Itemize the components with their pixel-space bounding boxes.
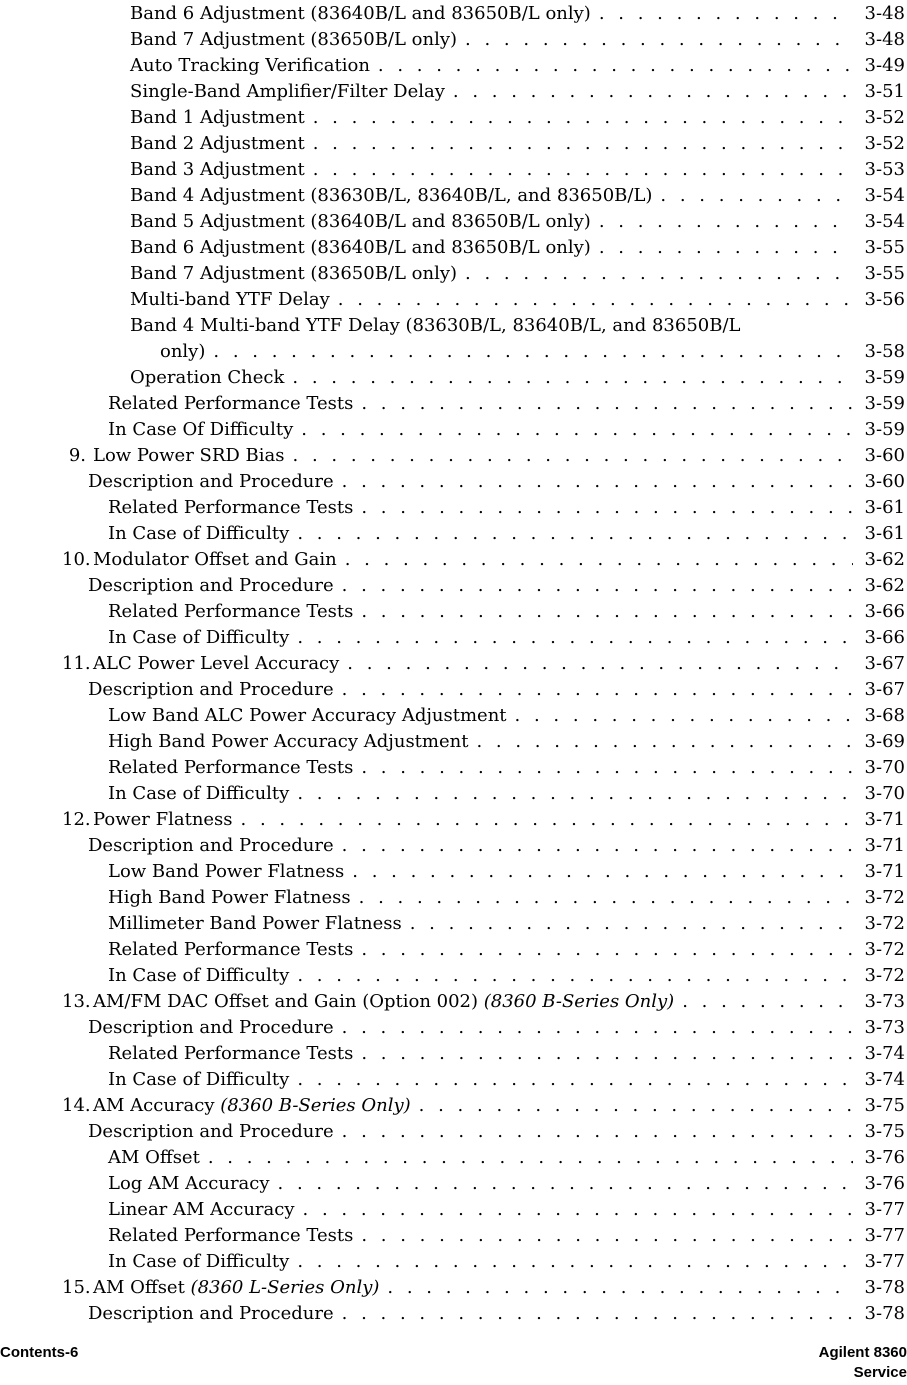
- toc-entry: [62, 781, 905, 807]
- dot-leader: [292, 365, 852, 391]
- toc-entry-page: 3-48: [864, 29, 905, 50]
- toc-entry-page: 3-71: [864, 835, 905, 856]
- toc-entry-page: 3-71: [864, 809, 905, 830]
- toc-entry-page: 3-61: [864, 523, 905, 544]
- dot-leader: [359, 885, 853, 911]
- toc-entry-title: Power Flatness: [93, 809, 233, 830]
- toc-entry-page: 3-76: [864, 1173, 905, 1194]
- toc-entry-title: In Case of Difficulty: [108, 627, 290, 648]
- toc-entry-page: 3-72: [864, 939, 905, 960]
- dot-leader: [419, 1093, 853, 1119]
- toc-entry: [62, 443, 905, 469]
- toc-entry: [62, 27, 905, 53]
- toc-entry-title: Band 1 Adjustment: [130, 107, 305, 128]
- toc-entry-title: Related Performance Tests: [108, 939, 354, 960]
- toc-entry: [62, 963, 905, 989]
- toc-entry-title: Band 6 Adjustment (83640B/L and 83650B/L only): [130, 237, 591, 258]
- toc-entry: [62, 1015, 905, 1041]
- toc-entry-page: 3-66: [864, 627, 905, 648]
- dot-leader: [313, 105, 853, 131]
- dot-leader: [342, 833, 853, 859]
- toc-entry: [62, 1041, 905, 1067]
- dot-leader: [347, 651, 852, 677]
- toc-entry: [62, 599, 905, 625]
- toc-entry-title: Description and Procedure: [88, 1017, 334, 1038]
- toc-entry-page: 3-77: [864, 1199, 905, 1220]
- dot-leader: [342, 1301, 853, 1327]
- toc-entry-page: 3-52: [864, 133, 905, 154]
- dot-leader: [361, 1041, 852, 1067]
- toc-entry-page: 3-70: [864, 757, 905, 778]
- toc-entry: [62, 235, 905, 261]
- toc-entry-title: In Case of Difficulty: [108, 523, 290, 544]
- toc-entry-page: 3-74: [864, 1043, 905, 1064]
- toc-entry-title: Band 6 Adjustment (83640B/L and 83650B/L only): [130, 3, 591, 24]
- dot-leader: [338, 287, 853, 313]
- toc-entry: [62, 261, 905, 287]
- dot-leader: [599, 209, 853, 235]
- toc-entry: [62, 911, 905, 937]
- toc-entry-title: Description and Procedure: [88, 471, 334, 492]
- toc-entry: [62, 729, 905, 755]
- toc-entry: [62, 339, 905, 365]
- toc-entry-page: 3-72: [864, 965, 905, 986]
- toc-entry: [62, 859, 905, 885]
- toc-entry: [62, 131, 905, 157]
- toc-entry: [62, 1171, 905, 1197]
- toc-entry-page: 3-68: [864, 705, 905, 726]
- toc-entry-title: ALC Power Level Accuracy: [93, 653, 340, 674]
- dot-leader: [301, 417, 852, 443]
- toc-entry-number: 12.: [62, 809, 91, 830]
- toc-entry-page: 3-54: [864, 185, 905, 206]
- dot-leader: [297, 625, 852, 651]
- toc-entry: [62, 1223, 905, 1249]
- toc-entry-page: 3-67: [864, 653, 905, 674]
- toc-entry: [62, 703, 905, 729]
- toc-entry-title: Band 7 Adjustment (83650B/L only): [130, 29, 458, 50]
- dot-leader: [378, 53, 853, 79]
- toc-entry-title: Description and Procedure: [88, 835, 334, 856]
- toc-entry-title: Linear AM Accuracy: [108, 1199, 295, 1220]
- dot-leader: [361, 495, 852, 521]
- toc-entry-page: 3-52: [864, 107, 905, 128]
- dot-leader: [660, 183, 852, 209]
- toc-entry-title: Auto Tracking Verification: [130, 55, 370, 76]
- toc-entry-page: 3-73: [864, 1017, 905, 1038]
- toc-entry-title: only): [160, 341, 206, 362]
- toc-entry-page: 3-70: [864, 783, 905, 804]
- toc-entry: [62, 469, 905, 495]
- toc-entry: [62, 105, 905, 131]
- dot-leader: [297, 1249, 852, 1275]
- toc-entry-page: 3-72: [864, 887, 905, 908]
- toc-entry-title: In Case of Difficulty: [108, 1069, 290, 1090]
- dot-leader: [293, 443, 853, 469]
- toc-entry: [62, 1067, 905, 1093]
- toc-entry: [62, 989, 905, 1015]
- toc-entry-title: Log AM Accuracy: [108, 1173, 270, 1194]
- toc-entry-title: Modulator Offset and Gain: [93, 549, 337, 570]
- toc-entry: [62, 1145, 905, 1171]
- dot-leader: [515, 703, 853, 729]
- toc-entry-page: 3-78: [864, 1277, 905, 1298]
- toc-entry: [62, 1197, 905, 1223]
- toc-entry-title: In Case of Difficulty: [108, 783, 290, 804]
- toc-entry-page: 3-51: [864, 81, 905, 102]
- dot-leader: [453, 79, 853, 105]
- toc-entry: [62, 495, 905, 521]
- toc-entry: [62, 183, 905, 209]
- toc-entry-title-italic: (8360 B-Series Only): [483, 991, 675, 1012]
- toc-entry-title: Related Performance Tests: [108, 757, 354, 778]
- toc-entry: [62, 365, 905, 391]
- toc-entry-title: Related Performance Tests: [108, 601, 354, 622]
- toc-entry-title: Operation Check: [130, 367, 285, 388]
- toc-entry-number: 13.: [62, 991, 91, 1012]
- toc-entry: [62, 807, 905, 833]
- toc-entry-page: 3-73: [864, 991, 905, 1012]
- toc-entry-title: Low Band Power Flatness: [108, 861, 345, 882]
- toc-entry-page: 3-76: [864, 1147, 905, 1168]
- toc-entry: [62, 573, 905, 599]
- toc-entry: [62, 625, 905, 651]
- toc-entry-title-italic: (8360 L-Series Only): [190, 1277, 380, 1298]
- dot-leader: [345, 547, 853, 573]
- dot-leader: [342, 1119, 853, 1145]
- toc-entry: [62, 209, 905, 235]
- dot-leader: [342, 573, 853, 599]
- toc-entry-page: 3-61: [864, 497, 905, 518]
- toc-entry: [62, 937, 905, 963]
- toc-entry-page: 3-67: [864, 679, 905, 700]
- toc-entry: [62, 157, 905, 183]
- toc-entry-number: 9.: [68, 445, 86, 466]
- dot-leader: [208, 1145, 853, 1171]
- dot-leader: [465, 27, 853, 53]
- toc-entry-page: 3-69: [864, 731, 905, 752]
- toc-entry-page: 3-62: [864, 575, 905, 596]
- toc-entry-title: Band 3 Adjustment: [130, 159, 305, 180]
- dot-leader: [361, 755, 852, 781]
- toc-entry: [62, 1, 905, 27]
- dot-leader: [278, 1171, 853, 1197]
- toc-entry-page: 3-59: [864, 367, 905, 388]
- toc-entry-title: AM Offset: [108, 1147, 200, 1168]
- toc-entry-page: 3-55: [864, 237, 905, 258]
- toc-entry: [62, 547, 905, 573]
- dot-leader: [213, 339, 852, 365]
- toc-entry: [62, 1275, 905, 1301]
- toc-entry-title: In Case Of Difficulty: [108, 419, 294, 440]
- dot-leader: [361, 937, 852, 963]
- dot-leader: [361, 391, 852, 417]
- toc-entry: [62, 287, 905, 313]
- toc-entry-page: 3-77: [864, 1251, 905, 1272]
- dot-leader: [297, 521, 852, 547]
- toc-entry-title-italic: (8360 B-Series Only): [220, 1095, 411, 1116]
- dot-leader: [297, 1067, 852, 1093]
- page-footer: [0, 1343, 907, 1383]
- toc-entry-number: 10.: [62, 549, 91, 570]
- dot-leader: [387, 1275, 852, 1301]
- toc-entry-page: 3-59: [864, 419, 905, 440]
- toc-entry-title: Band 4 Adjustment (83630B/L, 83640B/L, and 83650B/L): [130, 185, 653, 206]
- toc-entry-page: 3-58: [864, 341, 905, 362]
- toc-entry-title: High Band Power Accuracy Adjustment: [108, 731, 469, 752]
- toc-entry-page: 3-75: [864, 1121, 905, 1142]
- toc-entry-page: 3-74: [864, 1069, 905, 1090]
- toc-entry: [62, 1249, 905, 1275]
- toc-entry-page: 3-49: [864, 55, 905, 76]
- toc-entry: [62, 1301, 905, 1327]
- footer-doc-type: Service: [853, 1364, 907, 1381]
- toc-entry-page: 3-71: [864, 861, 905, 882]
- toc-entry-page: 3-48: [864, 3, 905, 24]
- toc-entry-title: Description and Procedure: [88, 575, 334, 596]
- dot-leader: [297, 781, 852, 807]
- toc-entry-page: 3-77: [864, 1225, 905, 1246]
- dot-leader: [599, 235, 853, 261]
- toc-entry-title: In Case of Difficulty: [108, 1251, 290, 1272]
- toc-entry-page: 3-56: [864, 289, 905, 310]
- toc-entry: [62, 755, 905, 781]
- dot-leader: [465, 261, 853, 287]
- toc-entry: [62, 833, 905, 859]
- toc-entry-title: Related Performance Tests: [108, 1043, 354, 1064]
- toc-entry-title: In Case of Difficulty: [108, 965, 290, 986]
- footer-section-label: Contents-6: [0, 1344, 79, 1361]
- dot-leader: [682, 989, 852, 1015]
- toc-entry-title: Low Band ALC Power Accuracy Adjustment: [108, 705, 507, 726]
- dot-leader: [297, 963, 852, 989]
- toc-entry-title: AM/FM DAC Offset and Gain (Option 002) (8360 B-Series Only): [93, 991, 675, 1012]
- toc-entry-title: AM Offset (8360 L-Series Only): [93, 1277, 380, 1298]
- toc-entry-title: AM Accuracy (8360 B-Series Only): [93, 1095, 411, 1116]
- dot-leader: [352, 859, 852, 885]
- toc-entry-title: Band 2 Adjustment: [130, 133, 305, 154]
- toc-entry-page: 3-75: [864, 1095, 905, 1116]
- toc-entry-number: 14.: [62, 1095, 91, 1116]
- dot-leader: [342, 1015, 853, 1041]
- dot-leader: [361, 1223, 852, 1249]
- toc-entry-page: 3-53: [864, 159, 905, 180]
- toc-entry-title: Band 7 Adjustment (83650B/L only): [130, 263, 458, 284]
- toc-entry: [62, 417, 905, 443]
- toc-entry: [62, 885, 905, 911]
- toc-entry-number: 11.: [62, 653, 91, 674]
- toc-entry-page: 3-62: [864, 549, 905, 570]
- toc-entry-title: Single-Band Amplifier/Filter Delay: [130, 81, 445, 102]
- footer-doc-title: [819, 1343, 907, 1383]
- toc-entry-title: Related Performance Tests: [108, 497, 354, 518]
- dot-leader: [342, 469, 853, 495]
- toc-entry-page: 3-59: [864, 393, 905, 414]
- dot-leader: [342, 677, 853, 703]
- toc-entry-title: High Band Power Flatness: [108, 887, 351, 908]
- dot-leader: [241, 807, 853, 833]
- toc-entry-page: 3-55: [864, 263, 905, 284]
- dot-leader: [410, 911, 853, 937]
- toc-entry-page: 3-78: [864, 1303, 905, 1324]
- footer-product-name: Agilent 8360: [818, 1344, 907, 1361]
- toc-entry-title: Low Power SRD Bias: [93, 445, 285, 466]
- toc-entry: [62, 677, 905, 703]
- dot-leader: [361, 599, 852, 625]
- toc-entry-page: 3-60: [864, 471, 905, 492]
- toc-entry-title: Description and Procedure: [88, 1303, 334, 1324]
- toc-entry-page: 3-72: [864, 913, 905, 934]
- toc-entry-title: Description and Procedure: [88, 679, 334, 700]
- dot-leader: [599, 1, 853, 27]
- toc-entry-title: Millimeter Band Power Flatness: [108, 913, 402, 934]
- toc-entry-page: 3-60: [864, 445, 905, 466]
- toc-entry: [62, 313, 905, 339]
- toc-entry: [62, 391, 905, 417]
- toc-entry-title: Band 5 Adjustment (83640B/L and 83650B/L only): [130, 211, 591, 232]
- dot-leader: [313, 131, 853, 157]
- toc-entry-page: 3-54: [864, 211, 905, 232]
- toc-entry: [62, 1119, 905, 1145]
- toc-entry-title: Band 4 Multi-band YTF Delay (83630B/L, 83640B/L, and 83650B/L: [130, 315, 741, 336]
- toc-entry: [62, 521, 905, 547]
- toc-entry-title: Related Performance Tests: [108, 1225, 354, 1246]
- toc-entry-title: Multi-band YTF Delay: [130, 289, 330, 310]
- dot-leader: [303, 1197, 853, 1223]
- dot-leader: [313, 157, 853, 183]
- toc-entry: [62, 651, 905, 677]
- toc-entry-page: 3-66: [864, 601, 905, 622]
- toc-entry-title: Related Performance Tests: [108, 393, 354, 414]
- toc-entry-title: Description and Procedure: [88, 1121, 334, 1142]
- toc-entry-number: 15.: [62, 1277, 91, 1298]
- toc-entry: [62, 53, 905, 79]
- dot-leader: [476, 729, 852, 755]
- toc-entry: [62, 1093, 905, 1119]
- toc-entry: [62, 79, 905, 105]
